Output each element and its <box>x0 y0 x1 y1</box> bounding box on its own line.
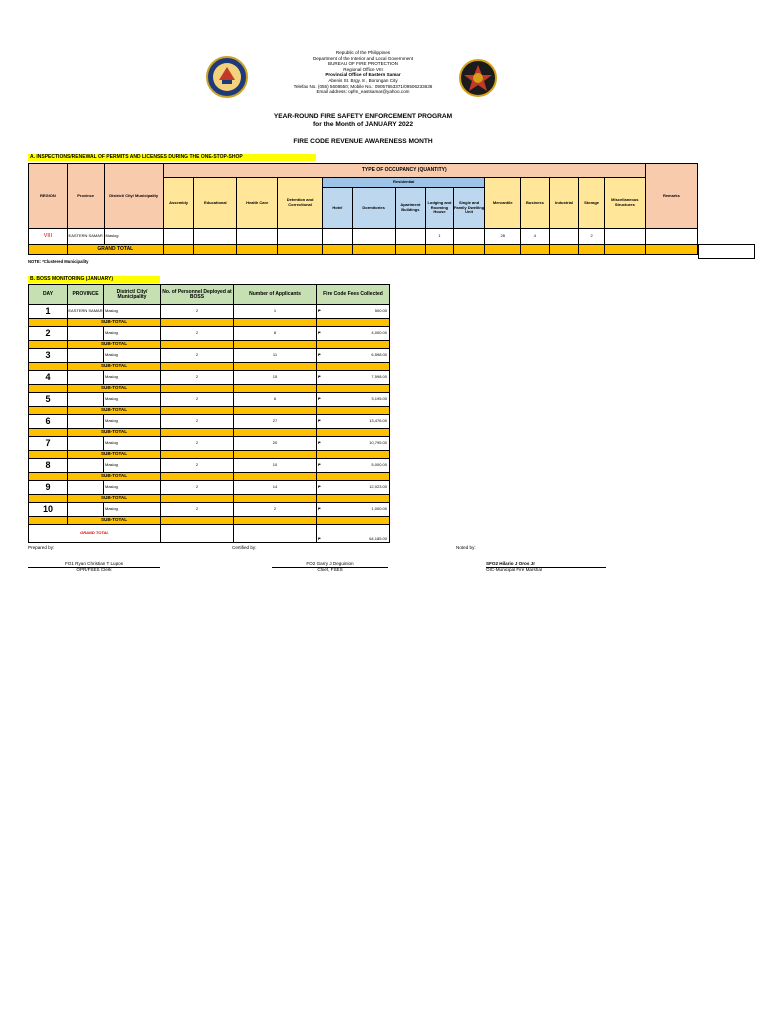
fees-cell <box>317 327 390 341</box>
clustered-note: NOTE: *Clustered Municipality <box>28 259 89 264</box>
fees-cell <box>317 393 390 407</box>
noted-by-label: Noted by: <box>456 545 476 550</box>
province-cell <box>68 503 104 517</box>
district-cell: Maslog <box>104 327 161 341</box>
district-cell: Maslog <box>104 229 163 245</box>
personnel-cell: 2 <box>161 459 234 473</box>
fee-amount: 6,598.00 <box>371 352 387 358</box>
col-province-header: Province <box>67 164 104 229</box>
peso-sign: ₱ <box>318 462 321 468</box>
subtotal-label: SUB-TOTAL <box>68 451 161 459</box>
applicants-cell: 6 <box>234 393 317 407</box>
empty-cell <box>234 429 317 437</box>
empty-cell <box>161 319 234 327</box>
business-cell: 4 <box>521 229 550 245</box>
day-cell: 4 <box>29 371 68 385</box>
col-personnel-header: No. of Personnel Deployed at BOSS <box>161 285 234 305</box>
table-row <box>29 371 390 385</box>
empty-cell <box>234 473 317 481</box>
empty-cell <box>161 407 234 415</box>
fee-amount: 12,023.00 <box>369 484 387 490</box>
empty-cell <box>485 245 521 255</box>
subtotal-label: SUB-TOTAL <box>68 407 161 415</box>
peso-sign: ₱ <box>318 396 321 402</box>
applicants-cell: 14 <box>234 481 317 495</box>
empty-cell <box>395 245 426 255</box>
peso-sign: ₱ <box>318 506 321 512</box>
subtotal-label: SUB-TOTAL <box>68 385 161 393</box>
district-cell: Maslog <box>104 393 161 407</box>
table-row <box>29 459 390 473</box>
month-title: for the Month of JANUARY 2022 <box>312 121 413 128</box>
col-province-header: PROVINCE <box>68 285 104 305</box>
personnel-cell: 2 <box>161 327 234 341</box>
subtotal-row <box>29 517 390 525</box>
empty-cell <box>234 517 317 525</box>
applicants-cell: 10 <box>234 459 317 473</box>
header-line: Email address: opfm_eastsamar@yahoo.com <box>316 89 410 95</box>
peso-sign: ₱ <box>318 352 321 358</box>
day-cell: 5 <box>29 393 68 407</box>
industrial-cell <box>549 229 579 245</box>
fee-amount: 7,598.00 <box>371 374 387 380</box>
col-dormitories-header: Dormitories <box>352 188 395 229</box>
section-b-label: B. BOSS MONITORING (JANUARY) <box>28 276 160 283</box>
empty-cell <box>161 517 234 525</box>
province-cell <box>68 415 104 429</box>
day-cell: 1 <box>29 305 68 319</box>
empty-cell <box>234 363 317 371</box>
grand-total-row <box>29 525 390 543</box>
col-fees-header: Fire Code Fees Collected <box>317 285 390 305</box>
agency-header <box>250 50 476 95</box>
empty-cell <box>317 429 390 437</box>
header-line: Telefax No. (055) 5608550; Mobile No.: 09057653371/09506233636 <box>293 83 433 89</box>
col-business-header: Business <box>521 178 550 229</box>
empty-cell <box>317 385 390 393</box>
district-cell: Maslog <box>104 481 161 495</box>
storage-cell: 2 <box>579 229 605 245</box>
province-cell: EASTERN SAMAR <box>68 305 104 319</box>
day-cell: 8 <box>29 459 68 473</box>
district-cell: Maslog <box>104 371 161 385</box>
empty-cell <box>317 495 390 503</box>
peso-sign: ₱ <box>318 440 321 446</box>
grand-total-label: GRAND TOTAL <box>29 525 161 543</box>
col-region-header: REGION <box>29 164 68 229</box>
empty-cell <box>234 385 317 393</box>
subtotal-label: SUB-TOTAL <box>68 341 161 349</box>
occupancy-type-header: TYPE OF OCCUPANCY (QUANTITY) <box>163 164 645 178</box>
fee-amount: 5,000.00 <box>371 462 387 468</box>
col-hotel-header: Hotel <box>323 188 353 229</box>
empty-cell <box>29 385 68 393</box>
empty-cell <box>234 495 317 503</box>
col-educational-header: Educational <box>194 178 237 229</box>
empty-cell <box>317 319 390 327</box>
header-line: Abenis St. Brgy. 8 , Borongan City <box>328 77 398 83</box>
table-row <box>29 327 390 341</box>
empty-cell <box>645 245 697 255</box>
fees-cell <box>317 503 390 517</box>
grand-total-row <box>29 245 698 255</box>
empty-cell <box>29 451 68 459</box>
certified-by-label: Certified by: <box>232 545 257 550</box>
fee-amount: 500.00 <box>374 308 387 314</box>
header-line: Republic of the Philippines <box>335 50 391 55</box>
empty-cell <box>161 341 234 349</box>
table-row <box>29 349 390 363</box>
hotel-cell <box>323 229 353 245</box>
subtotal-label: SUB-TOTAL <box>68 319 161 327</box>
fees-cell <box>317 371 390 385</box>
col-storage-header: Storage <box>579 178 605 229</box>
personnel-cell: 2 <box>161 503 234 517</box>
healthcare-cell <box>237 229 278 245</box>
table-row <box>29 393 390 407</box>
empty-cell <box>29 407 68 415</box>
empty-cell <box>161 473 234 481</box>
certified-by-title: Chief, FSES <box>317 567 343 572</box>
day-cell: 3 <box>29 349 68 363</box>
empty-cell <box>234 407 317 415</box>
detention-cell <box>278 229 323 245</box>
fee-amount: 3,195.00 <box>371 396 387 402</box>
day-cell: 2 <box>29 327 68 341</box>
subtotal-label: SUB-TOTAL <box>68 429 161 437</box>
personnel-cell: 2 <box>161 305 234 319</box>
col-district-header: District/ City/ Municipality <box>104 164 163 229</box>
empty-cell <box>29 517 68 525</box>
subtotal-row <box>29 407 390 415</box>
awareness-title: FIRE CODE REVENUE AWARENESS MONTH <box>293 138 433 145</box>
region-cell: VIII <box>29 229 68 245</box>
prepared-by-title: OPR/FSES Clerk <box>76 567 112 572</box>
subtotal-label: SUB-TOTAL <box>68 473 161 481</box>
noted-by-name: SFO2 Hilario J Oros Jr <box>486 561 536 566</box>
remarks-cell <box>645 229 697 245</box>
peso-sign: ₱ <box>318 536 321 542</box>
header-line: BUREAU OF FIRE PROTECTION <box>328 61 398 67</box>
boss-monitoring-table <box>28 284 390 543</box>
personnel-cell: 2 <box>161 393 234 407</box>
educational-cell <box>194 229 237 245</box>
table-row <box>29 305 390 319</box>
empty-cell <box>234 341 317 349</box>
inspections-table <box>28 163 698 255</box>
table-row <box>29 481 390 495</box>
empty-cell <box>29 429 68 437</box>
subtotal-label: SUB-TOTAL <box>68 517 161 525</box>
col-apartment-header: Apartment Buildings <box>395 188 426 229</box>
col-lodging-header: Lodging and Rooming House <box>426 188 454 229</box>
empty-cell <box>278 245 323 255</box>
province-cell <box>68 481 104 495</box>
prepared-by-name: FO1 Ryan Christian T Lupos <box>64 561 124 566</box>
personnel-cell: 2 <box>161 349 234 363</box>
district-cell: Maslog <box>104 437 161 451</box>
fee-amount: 4,000.00 <box>371 330 387 336</box>
empty-cell <box>234 451 317 459</box>
program-title: YEAR-ROUND FIRE SAFETY ENFORCEMENT PROGRAM <box>273 113 453 120</box>
empty-cell <box>29 495 68 503</box>
bfp-seal-logo <box>205 56 249 98</box>
applicants-cell: 11 <box>234 349 317 363</box>
peso-sign: ₱ <box>318 374 321 380</box>
col-industrial-header: Industrial <box>549 178 579 229</box>
misc-cell <box>604 229 645 245</box>
grand-total-fees-cell <box>317 525 390 543</box>
mercantile-cell: 28 <box>485 229 521 245</box>
dormitories-cell <box>352 229 395 245</box>
applicants-cell: 27 <box>234 415 317 429</box>
empty-cell <box>323 245 353 255</box>
day-cell: 9 <box>29 481 68 495</box>
single-cell <box>453 229 485 245</box>
empty-cell <box>234 525 317 543</box>
peso-sign: ₱ <box>318 484 321 490</box>
empty-cell <box>29 245 68 255</box>
empty-cell <box>161 385 234 393</box>
empty-cell <box>161 525 234 543</box>
day-cell: 7 <box>29 437 68 451</box>
district-cell: Maslog <box>104 349 161 363</box>
empty-cell <box>317 517 390 525</box>
applicants-cell: 8 <box>234 327 317 341</box>
district-cell: Maslog <box>104 503 161 517</box>
province-cell: EASTERN SAMAR <box>67 229 104 245</box>
fees-cell <box>317 305 390 319</box>
personnel-cell: 2 <box>161 415 234 429</box>
province-cell <box>68 437 104 451</box>
prepared-by-label: Prepared by: <box>28 545 55 550</box>
empty-cell <box>234 319 317 327</box>
peso-sign: ₱ <box>318 418 321 424</box>
day-cell: 6 <box>29 415 68 429</box>
peso-sign: ₱ <box>318 330 321 336</box>
residential-header: Residential <box>323 178 485 188</box>
table-row <box>29 503 390 517</box>
fees-cell <box>317 481 390 495</box>
table-row <box>29 415 390 429</box>
fees-cell <box>317 459 390 473</box>
subtotal-row <box>29 385 390 393</box>
district-cell: Maslog <box>104 459 161 473</box>
empty-cell <box>161 495 234 503</box>
subtotal-row <box>29 495 390 503</box>
fee-amount: 13,476.00 <box>369 418 387 424</box>
header-line: Provincial Office of Eastern Samar <box>325 72 401 78</box>
empty-cell <box>29 319 68 327</box>
peso-sign: ₱ <box>318 308 321 314</box>
grand-total-amount: 64,185.00 <box>369 536 387 542</box>
empty-cell <box>317 407 390 415</box>
empty-cell <box>579 245 605 255</box>
subtotal-row <box>29 363 390 371</box>
lodging-cell: 1 <box>426 229 454 245</box>
subtotal-row <box>29 319 390 327</box>
empty-cell <box>352 245 395 255</box>
header-line: Department of the Interior and Local Government <box>312 55 414 61</box>
table-row <box>29 229 698 245</box>
extra-cell <box>698 244 755 259</box>
subtotal-row <box>29 341 390 349</box>
personnel-cell: 2 <box>161 371 234 385</box>
personnel-cell: 2 <box>161 481 234 495</box>
col-day-header: DAY <box>29 285 68 305</box>
col-single-header: Single and Family Dwelling Unit <box>453 188 485 229</box>
empty-cell <box>521 245 550 255</box>
empty-cell <box>161 429 234 437</box>
district-cell: Maslog <box>104 415 161 429</box>
personnel-cell: 2 <box>161 437 234 451</box>
fee-amount: 10,795.00 <box>369 440 387 446</box>
empty-cell <box>604 245 645 255</box>
table-row <box>29 437 390 451</box>
col-district-header: District/ City/ Municipality <box>104 285 161 305</box>
empty-cell <box>29 363 68 371</box>
empty-cell <box>163 245 194 255</box>
empty-cell <box>317 473 390 481</box>
subtotal-label: SUB-TOTAL <box>68 363 161 371</box>
applicants-cell: 20 <box>234 437 317 451</box>
empty-cell <box>29 473 68 481</box>
header-line: Regional Office VIII <box>343 66 383 72</box>
col-detention-header: Detention and Correctional <box>278 178 323 229</box>
col-remarks-header: Remarks <box>645 164 697 229</box>
subtotal-row <box>29 451 390 459</box>
col-healthcare-header: Health Care <box>237 178 278 229</box>
province-cell <box>68 349 104 363</box>
empty-cell <box>29 341 68 349</box>
fees-cell <box>317 415 390 429</box>
grand-total-label: GRAND TOTAL <box>67 245 163 255</box>
applicants-cell: 1 <box>234 305 317 319</box>
assembly-cell <box>163 229 194 245</box>
province-cell <box>68 393 104 407</box>
fees-cell <box>317 349 390 363</box>
empty-cell <box>549 245 579 255</box>
empty-cell <box>161 451 234 459</box>
fee-amount: 1,000.00 <box>371 506 387 512</box>
subtotal-row <box>29 473 390 481</box>
province-cell <box>68 371 104 385</box>
certified-by-name: FO2 Garry J Deguinion <box>306 561 354 566</box>
empty-cell <box>317 451 390 459</box>
col-mercantile-header: Mercantile <box>485 178 521 229</box>
empty-cell <box>161 363 234 371</box>
empty-cell <box>426 245 454 255</box>
applicants-cell: 15 <box>234 371 317 385</box>
province-cell <box>68 459 104 473</box>
empty-cell <box>317 341 390 349</box>
col-assembly-header: Assembly <box>163 178 194 229</box>
subtotal-row <box>29 429 390 437</box>
province-cell <box>68 327 104 341</box>
empty-cell <box>237 245 278 255</box>
noted-by-title: OIC-Municipal Fire Marshal <box>486 567 542 572</box>
day-cell: 10 <box>29 503 68 517</box>
empty-cell <box>453 245 485 255</box>
col-misc-header: Miscellaneous Structures <box>604 178 645 229</box>
col-applicants-header: Number of Applicants <box>234 285 317 305</box>
empty-cell <box>194 245 237 255</box>
section-a-label: A. INSPECTIONS/RENEWAL OF PERMITS AND LICENSES DURING THE ONE-STOP-SHOP <box>28 154 316 161</box>
applicants-cell: 2 <box>234 503 317 517</box>
district-cell: Maslog <box>104 305 161 319</box>
apartment-cell <box>395 229 426 245</box>
subtotal-label: SUB-TOTAL <box>68 495 161 503</box>
fees-cell <box>317 437 390 451</box>
empty-cell <box>317 363 390 371</box>
